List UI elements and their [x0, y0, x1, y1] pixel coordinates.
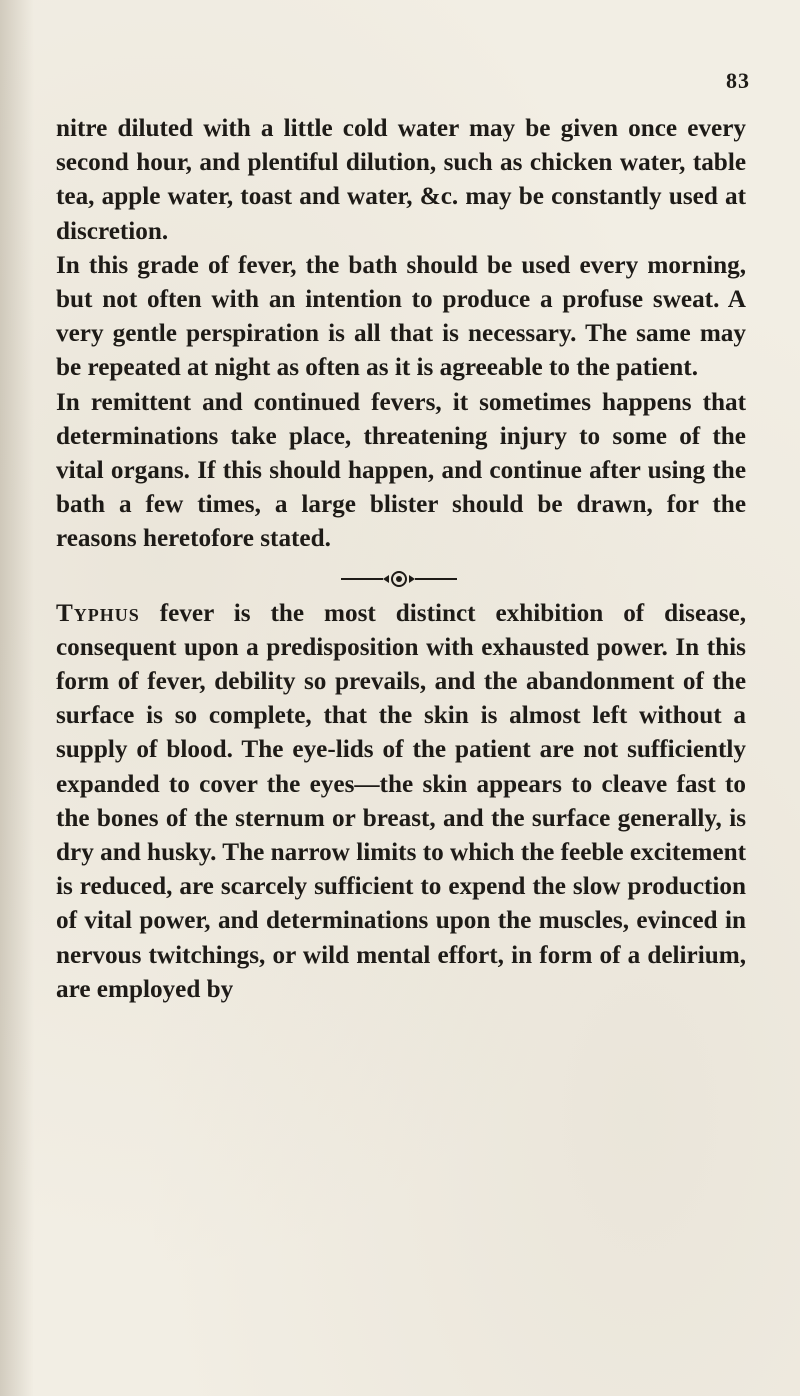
printer-ornament-divider-icon [56, 565, 746, 593]
binding-shadow [0, 0, 34, 1396]
paragraph-1: nitre diluted with a little cold water may be given once every second hour, and plentiful dilution, such as chicken water, table tea, apple water, toast and water, &c. may be constantly used at discretion. [56, 115, 746, 245]
page-number: 83 [726, 68, 750, 93]
body-text [56, 112, 746, 1007]
section-lead-word: Typhus [56, 599, 140, 627]
paragraph-3: In remittent and continued fevers, it sometimes happens that determinations take place, threatening injury to some of the vital organs. If this should happen, and continue after using the bath a few times, a large blister should be drawn, for the reasons heretofore stated. [56, 388, 746, 553]
paragraph-2: In this grade of fever, the bath should be used every morning, but not often with an intention to produce a profuse sweat. A very gentle perspiration is all that is necessary. The same may be repeated at night as often as it is agreeable to the patient. [56, 251, 746, 382]
section-paragraph-text: fever is the most distinct exhibition of disease, consequent upon a predisposition with exhausted power. In this form of fever, debility so prevails, and the abandonment of the surface is so complete, that the skin is almost left without a supply of blood. The eye-lids of the patient are not sufficiently expanded to cover the eyes—the skin appears to cleave fast to the bones of the sternum or breast, and the surface generally, is dry and husky. The narrow limits to which the feeble excitement is reduced, are scarcely sufficient to expend the slow production of vital power, and determinations upon the muscles, evinced in nervous twitchings, or wild mental effort, in form of a delirium, are employed by [56, 599, 746, 1003]
typhus-paragraph [56, 597, 746, 1007]
